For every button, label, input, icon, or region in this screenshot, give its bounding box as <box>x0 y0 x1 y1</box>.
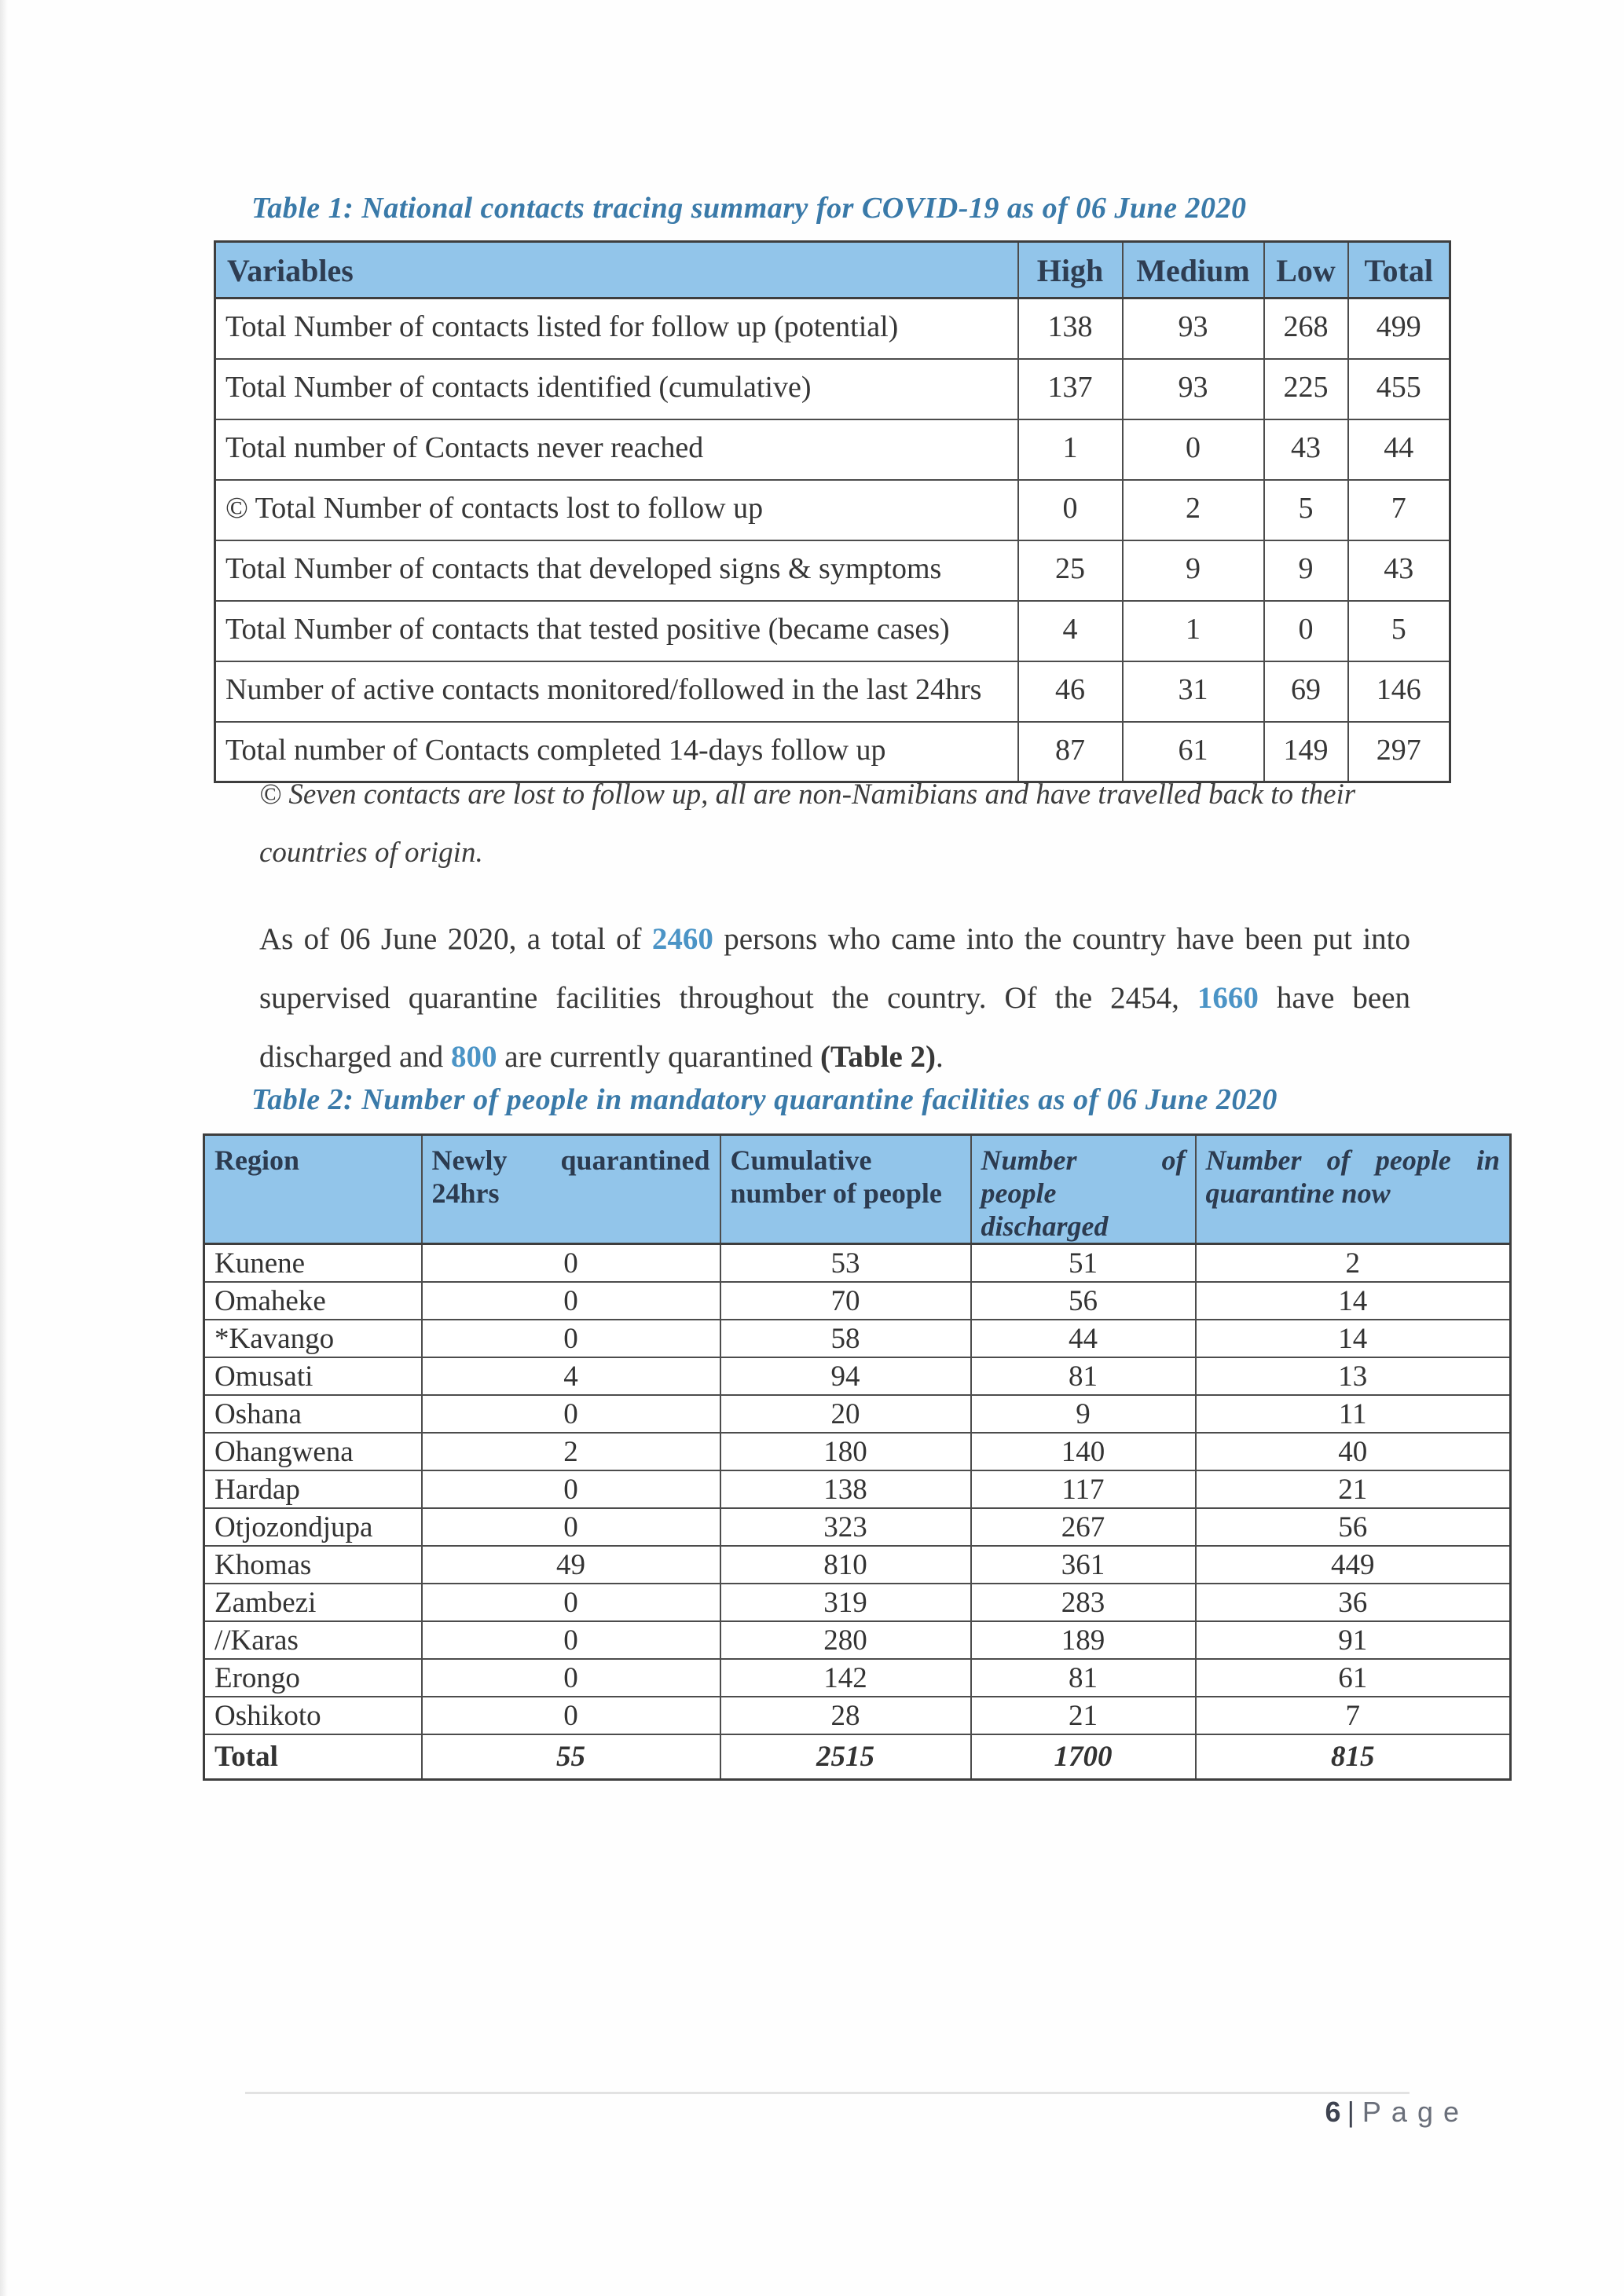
total-row <box>204 1734 1511 1780</box>
total-cumulative: 2515 <box>720 1734 971 1780</box>
row-label: Kunene <box>204 1244 422 1282</box>
cell-value: 5 <box>1348 601 1450 661</box>
row-label: Hardap <box>204 1470 422 1508</box>
row-label: Number of active contacts monitored/followed in the last 24hrs <box>215 661 1018 722</box>
paragraph-text: . <box>936 1040 944 1074</box>
table2-header-region: Region <box>204 1135 422 1244</box>
cell-value: 81 <box>971 1659 1196 1697</box>
cell-value: 43 <box>1348 540 1450 601</box>
table-row <box>204 1357 1511 1395</box>
table2-header-newly-quarantined: Newly quarantined 24hrs <box>422 1135 720 1244</box>
row-label: Ohangwena <box>204 1433 422 1470</box>
cell-value: 25 <box>1018 540 1123 601</box>
cell-value: 149 <box>1264 722 1348 782</box>
cell-value: 0 <box>1018 480 1123 540</box>
page-word: Page <box>1362 2096 1469 2128</box>
cell-value: 297 <box>1348 722 1450 782</box>
row-label: Zambezi <box>204 1584 422 1621</box>
cell-value: 61 <box>1123 722 1264 782</box>
discharged-count: 1660 <box>1197 981 1259 1015</box>
table-row <box>215 359 1450 419</box>
cell-value: 0 <box>422 1395 720 1433</box>
total-label: Total <box>204 1734 422 1780</box>
cell-value: 93 <box>1123 359 1264 419</box>
table2-header <box>204 1135 1511 1244</box>
table-row <box>204 1697 1511 1734</box>
table-row <box>215 480 1450 540</box>
cell-value: 46 <box>1018 661 1123 722</box>
cell-value: 91 <box>1196 1621 1511 1659</box>
table2-reference: (Table 2) <box>820 1040 937 1074</box>
cell-value: 283 <box>971 1584 1196 1621</box>
cell-value: 142 <box>720 1659 971 1697</box>
cell-value: 21 <box>971 1697 1196 1734</box>
cell-value: 2 <box>1196 1244 1511 1282</box>
paragraph-text: are currently quarantined <box>497 1040 821 1074</box>
cell-value: 44 <box>1348 419 1450 480</box>
paragraph-text: persons who came into the country have been put into supervised quarantine facilities throughout the country. Of the 2454, <box>259 922 1411 1015</box>
cell-value: 0 <box>422 1282 720 1320</box>
cell-value: 0 <box>422 1584 720 1621</box>
total-newly-quarantined: 55 <box>422 1734 720 1780</box>
cell-value: 56 <box>971 1282 1196 1320</box>
table2-header-cumulative: Cumulative number of people <box>720 1135 971 1244</box>
cell-value: 1 <box>1018 419 1123 480</box>
table-row <box>204 1433 1511 1470</box>
cell-value: 14 <box>1196 1320 1511 1357</box>
table-row <box>204 1470 1511 1508</box>
table2-header-quarantine-now: Number of people in quarantine now <box>1196 1135 1511 1244</box>
cell-value: 5 <box>1264 480 1348 540</box>
table1-header-medium: Medium <box>1123 242 1264 298</box>
table1-header <box>215 242 1450 298</box>
cell-value: 9 <box>971 1395 1196 1433</box>
cell-value: 4 <box>422 1357 720 1395</box>
cell-value: 267 <box>971 1508 1196 1546</box>
cell-value: 319 <box>720 1584 971 1621</box>
row-label: //Karas <box>204 1621 422 1659</box>
cell-value: 31 <box>1123 661 1264 722</box>
table1-header-low: Low <box>1264 242 1348 298</box>
cell-value: 28 <box>720 1697 971 1734</box>
cell-value: 13 <box>1196 1357 1511 1395</box>
cell-value: 0 <box>422 1621 720 1659</box>
total-discharged: 1700 <box>971 1734 1196 1780</box>
table-row <box>215 298 1450 359</box>
paragraph-text: As of 06 June 2020, a total of <box>259 922 652 956</box>
row-label: © Total Number of contacts lost to follow up <box>215 480 1018 540</box>
cell-value: 61 <box>1196 1659 1511 1697</box>
cell-value: 93 <box>1123 298 1264 359</box>
cell-value: 7 <box>1196 1697 1511 1734</box>
quarantine-facilities-table <box>203 1133 1512 1781</box>
cell-value: 499 <box>1348 298 1450 359</box>
table1-footnote: © Seven contacts are lost to follow up, all are non-Namibians and have travelled back to their countries of origin. <box>259 778 1356 869</box>
cell-value: 0 <box>1123 419 1264 480</box>
page-number: 6 <box>1325 2096 1341 2128</box>
cell-value: 280 <box>720 1621 971 1659</box>
table-row <box>215 540 1450 601</box>
row-label: Total number of Contacts never reached <box>215 419 1018 480</box>
table-row <box>204 1508 1511 1546</box>
cell-value: 361 <box>971 1546 1196 1584</box>
table1-title: Table 1: National contacts tracing summary for COVID-19 as of 06 June 2020 <box>251 192 1247 225</box>
cell-value: 69 <box>1264 661 1348 722</box>
row-label: Oshana <box>204 1395 422 1433</box>
row-label: Total Number of contacts that tested positive (became cases) <box>215 601 1018 661</box>
table2-title: Table 2: Number of people in mandatory quarantine facilities as of 06 June 2020 <box>251 1083 1278 1116</box>
table2-header-discharged: Number of people discharged <box>971 1135 1196 1244</box>
cell-value: 11 <box>1196 1395 1511 1433</box>
cell-value: 138 <box>720 1470 971 1508</box>
cell-value: 81 <box>971 1357 1196 1395</box>
table-row <box>215 661 1450 722</box>
table1-body <box>215 298 1450 782</box>
cell-value: 0 <box>422 1470 720 1508</box>
table-row <box>204 1282 1511 1320</box>
cell-value: 0 <box>1264 601 1348 661</box>
cell-value: 0 <box>422 1320 720 1357</box>
cell-value: 0 <box>422 1659 720 1697</box>
cell-value: 53 <box>720 1244 971 1282</box>
cell-value: 14 <box>1196 1282 1511 1320</box>
row-label: Total Number of contacts identified (cumulative) <box>215 359 1018 419</box>
table2-total <box>204 1734 1511 1780</box>
cell-value: 36 <box>1196 1584 1511 1621</box>
cell-value: 1 <box>1123 601 1264 661</box>
row-label: Erongo <box>204 1659 422 1697</box>
table-row <box>215 601 1450 661</box>
total-quarantine-now: 815 <box>1196 1734 1511 1780</box>
cell-value: 9 <box>1123 540 1264 601</box>
cell-value: 189 <box>971 1621 1196 1659</box>
cell-value: 0 <box>422 1244 720 1282</box>
row-label: Omusati <box>204 1357 422 1395</box>
table-row <box>204 1621 1511 1659</box>
row-label: Total Number of contacts listed for follow up (potential) <box>215 298 1018 359</box>
table1-header-high: High <box>1018 242 1123 298</box>
table-row <box>204 1546 1511 1584</box>
currently-quarantined-count: 800 <box>451 1040 497 1074</box>
row-label: Khomas <box>204 1546 422 1584</box>
cell-value: 455 <box>1348 359 1450 419</box>
cell-value: 87 <box>1018 722 1123 782</box>
cell-value: 449 <box>1196 1546 1511 1584</box>
table1-header-variables: Variables <box>215 242 1018 298</box>
cell-value: 20 <box>720 1395 971 1433</box>
footer-divider-line <box>245 2092 1410 2094</box>
cell-value: 49 <box>422 1546 720 1584</box>
cell-value: 56 <box>1196 1508 1511 1546</box>
table-row <box>204 1320 1511 1357</box>
row-label: Otjozondjupa <box>204 1508 422 1546</box>
table-row <box>204 1584 1511 1621</box>
scan-edge-artifact <box>0 0 8 2296</box>
cell-value: 225 <box>1264 359 1348 419</box>
cell-value: 138 <box>1018 298 1123 359</box>
row-label: Omaheke <box>204 1282 422 1320</box>
cell-value: 43 <box>1264 419 1348 480</box>
cell-value: 117 <box>971 1470 1196 1508</box>
page-footer <box>1281 2096 1469 2129</box>
table-row <box>204 1244 1511 1282</box>
cell-value: 140 <box>971 1433 1196 1470</box>
paragraph-text: have been discharged and <box>259 981 1411 1074</box>
cell-value: 4 <box>1018 601 1123 661</box>
cell-value: 0 <box>422 1508 720 1546</box>
cell-value: 0 <box>422 1697 720 1734</box>
total-quarantined-count: 2460 <box>651 922 713 956</box>
footer-separator: | <box>1347 2096 1355 2128</box>
cell-value: 2 <box>422 1433 720 1470</box>
cell-value: 137 <box>1018 359 1123 419</box>
row-label: Oshikoto <box>204 1697 422 1734</box>
row-label: Total Number of contacts that developed signs & symptoms <box>215 540 1018 601</box>
cell-value: 40 <box>1196 1433 1511 1470</box>
cell-value: 268 <box>1264 298 1348 359</box>
cell-value: 323 <box>720 1508 971 1546</box>
cell-value: 21 <box>1196 1470 1511 1508</box>
cell-value: 810 <box>720 1546 971 1584</box>
cell-value: 44 <box>971 1320 1196 1357</box>
cell-value: 2 <box>1123 480 1264 540</box>
cell-value: 51 <box>971 1244 1196 1282</box>
row-label: Total number of Contacts completed 14-days follow up <box>215 722 1018 782</box>
table-row <box>204 1659 1511 1697</box>
contacts-tracing-table <box>214 240 1451 783</box>
cell-value: 180 <box>720 1433 971 1470</box>
cell-value: 7 <box>1348 480 1450 540</box>
table2-body <box>204 1244 1511 1734</box>
table-row <box>215 419 1450 480</box>
cell-value: 94 <box>720 1357 971 1395</box>
table-row <box>204 1395 1511 1433</box>
cell-value: 146 <box>1348 661 1450 722</box>
row-label: *Kavango <box>204 1320 422 1357</box>
cell-value: 9 <box>1264 540 1348 601</box>
cell-value: 70 <box>720 1282 971 1320</box>
cell-value: 58 <box>720 1320 971 1357</box>
table1-header-total: Total <box>1348 242 1450 298</box>
quarantine-paragraph <box>259 910 1410 1086</box>
